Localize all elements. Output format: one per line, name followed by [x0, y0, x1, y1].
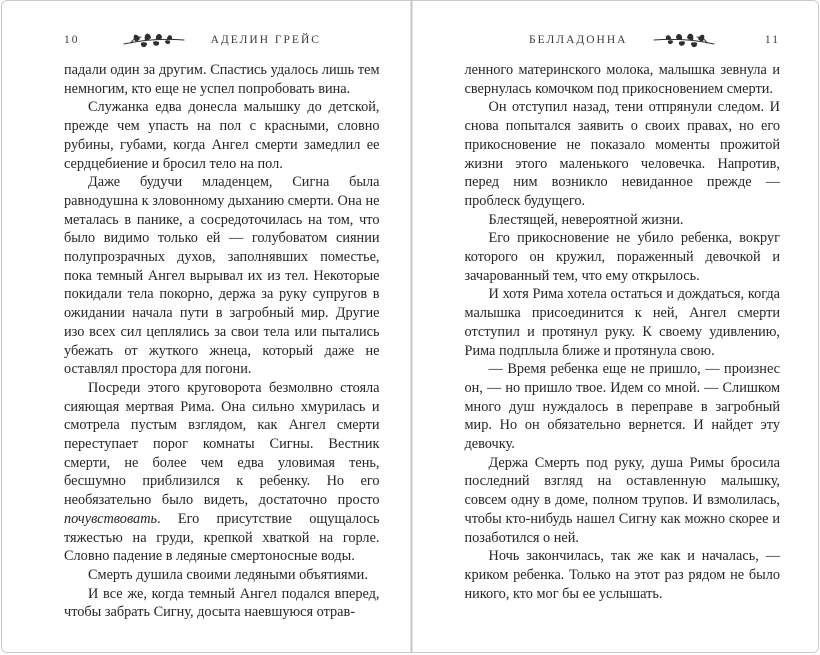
paragraph: Служанка едва донесла малышку до детской, прежде чем упасть на пол с красными, словно рубины, губами, когда Ангел смерти замедлил ее сердцебиение и бросил тело на пол.: [64, 99, 380, 172]
running-head-group-left: [123, 31, 321, 49]
page-number-right: 11: [764, 34, 780, 46]
paragraph-text: Посреди этого круговорота безмолвно стояла сияющая мертвая Рима. Она сильно хмурилась и смотрела пустым взглядом, как Ангел смерти переступает порог комнаты Сигны. Вестник смерти, не более чем едва уловимая тень, бесшумно приблизился к ребенку. Но его необязательно было видеть, достаточно просто: [64, 379, 380, 509]
paragraph: И все же, когда темный Ангел подался вперед, чтобы забрать Сигну, досыта наевшуюся отрав-: [64, 585, 380, 621]
paragraph: И хотя Рима хотела остаться и дождаться, когда малышка присоединится к ней, Ангел смерти отступил и протянул руку. К своему удивлению, Рима подплыла ближе и протянула свою.: [464, 286, 780, 359]
book-spread: [1, 0, 819, 653]
paragraph: Ночь закончилась, так же как и началась, — криком ребенка. Только на этот раз рядом не было никого, кто мог бы ее услышать.: [464, 548, 780, 602]
paragraph: — Время ребенка еще не пришло, — произнес он, — но пришло твое. Идем со мной. — Слишком много душ нуждалось в переправе в загробный мир. Но он обязательно вернется. И найдет эту девочку.: [464, 361, 780, 453]
paragraph: Смерть душила своими ледяными объятиями.: [88, 566, 368, 583]
page-header-right: [465, 29, 781, 51]
paragraph: Держа Смерть под руку, душа Римы бросила последний взгляд на оставленную малышку, совсем одну в доме, полном трупов. И взмолилась, чтобы кто-нибудь нашел Сигну как можно скорее и позаботился о ней.: [464, 454, 780, 546]
emphasized-word: почувствовать: [64, 510, 158, 527]
running-head-group-right: [529, 31, 715, 49]
paragraph: [64, 379, 380, 566]
page-text-right: [465, 61, 781, 603]
paragraph: Его прикосновение не убило ребенка, вокруг которого он кружил, пораженный девочкой и зачарованный тем, что ему открылось.: [464, 230, 780, 284]
running-head-left: АДЕЛИН ГРЕЙС: [210, 34, 321, 46]
page-header-left: [64, 29, 380, 51]
page-right: [413, 1, 819, 652]
running-head-right: БЕЛЛАДОННА: [529, 34, 628, 46]
paragraph: Он отступил назад, тени отпрянули следом. И снова попытался заявить о своих правах, но его прикосновение не показало моменты прожитой жизни этого маленького человечка. Напротив, перед ним возникло невиданное прежде — проблеск будущего.: [464, 99, 780, 209]
paragraph: Даже будучи младенцем, Сигна была равнодушна к зловонному дыханию смерти. Она не металась в панике, а сосредоточилась на том, что было видимо только ей — голубоватом сиянии полупрозрачных духов, заполнявших поместье, пока темный Ангел вырывал их из тел. Некоторые покидали тела покорно, держа за руку супругов в ожидании начала пути в загробный мир. Другие изо всех сил цеплялись за свои тела или пытались убежать от жуткого жнеца, который даже не оставлял простора для погони.: [64, 174, 380, 378]
page-left: [2, 1, 410, 652]
paragraph: падали один за другим. Спастись удалось лишь тем немногим, кто еще не успел попробовать вина.: [64, 62, 380, 97]
branch-ornament-icon: [123, 31, 185, 49]
branch-ornament-icon: [653, 31, 715, 49]
paragraph: Блестящей, невероятной жизни.: [488, 211, 684, 228]
page-number-left: 10: [64, 34, 80, 46]
page-text-left: [64, 61, 380, 622]
paragraph: ленного материнского молока, малышка зевнула и свернулась комочком под прикосновением смерти.: [464, 62, 780, 97]
paragraph-text: . Его присутствие ощущалось тяжестью на груди, крепкой хваткой на горле. Словно падение в ледяные смертоносные воды.: [64, 510, 380, 565]
